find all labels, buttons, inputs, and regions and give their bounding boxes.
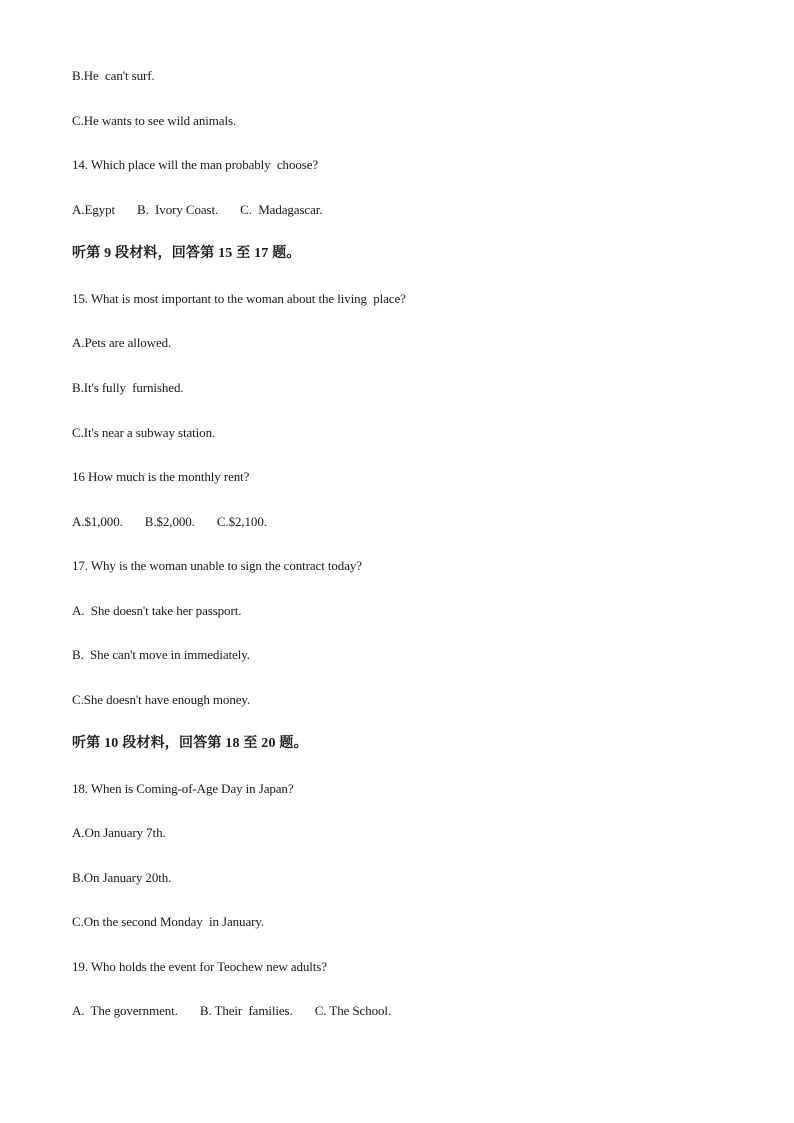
question-18: 18. When is Coming-of-Age Day in Japan? — [72, 781, 294, 796]
question-16: 16 How much is the monthly rent? — [72, 469, 250, 484]
option-18a: A.On January 7th. — [72, 825, 166, 840]
question-14: 14. Which place will the man probably choose? — [72, 157, 319, 172]
option-17a: A. She doesn't take her passport. — [72, 603, 242, 618]
section-heading-9: 听第 9 段材料，回答第 15 至 17 题。 — [72, 246, 301, 261]
option-18c: C.On the second Monday in January. — [72, 914, 265, 929]
option-13c: C.He wants to see wild animals. — [72, 113, 237, 128]
options-14: A.Egypt B. Ivory Coast. C. Madagascar. — [72, 202, 323, 217]
option-15c: C.It's near a subway station. — [72, 425, 216, 440]
option-13b: B.He can't surf. — [72, 68, 155, 83]
options-16: A.$1,000. B.$2,000. C.$2,100. — [72, 514, 267, 529]
question-19: 19. Who holds the event for Teochew new adults? — [72, 959, 327, 974]
option-15b: B.It's fully furnished. — [72, 380, 184, 395]
question-15: 15. What is most important to the woman about the living place? — [72, 291, 406, 306]
option-17c: C.She doesn't have enough money. — [72, 692, 251, 707]
section-heading-10: 听第 10 段材料，回答第 18 至 20 题。 — [72, 736, 308, 751]
option-17b: B. She can't move in immediately. — [72, 647, 250, 662]
question-17: 17. Why is the woman unable to sign the contract today? — [72, 558, 362, 573]
option-15a: A.Pets are allowed. — [72, 335, 172, 350]
option-18b: B.On January 20th. — [72, 870, 172, 885]
options-19: A. The government. B. Their families. C. The School. — [72, 1003, 392, 1018]
